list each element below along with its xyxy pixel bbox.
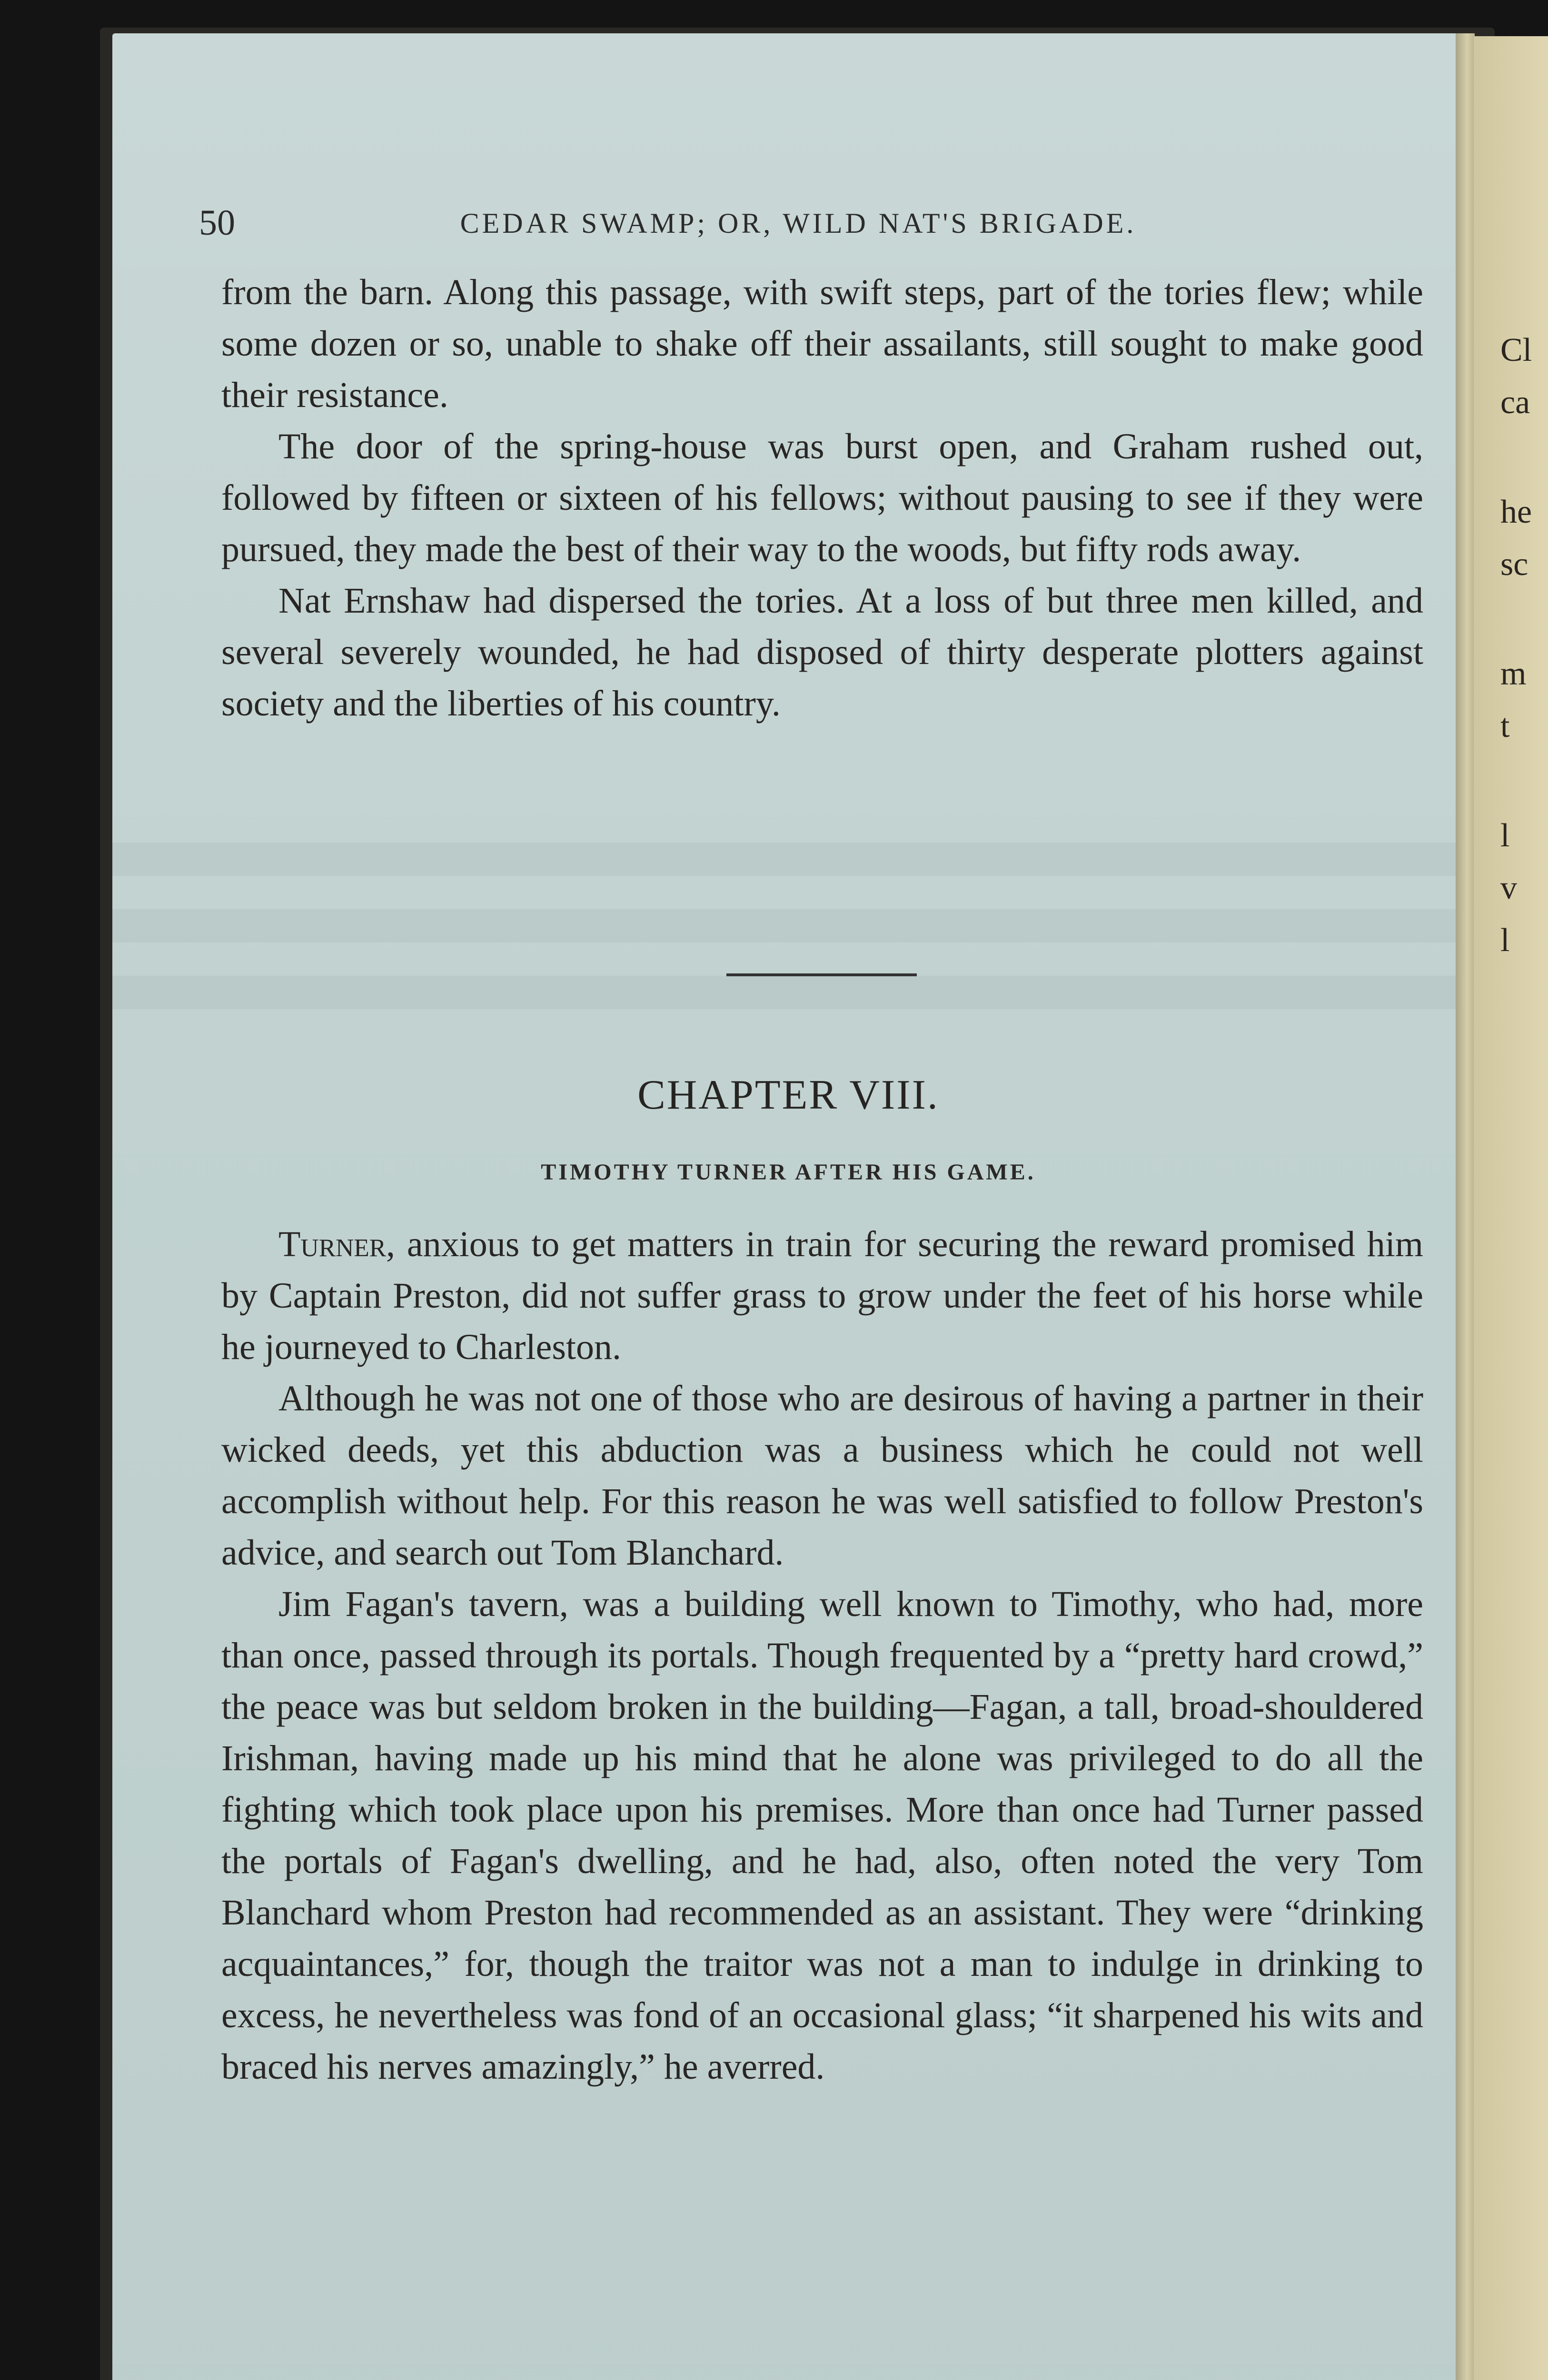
adjacent-page [1474, 36, 1548, 2380]
book-page [112, 33, 1464, 2380]
paragraph: from the barn. Along this passage, with swift steps, part of the tories flew; while some dozen or so, unable to shake off their assailants, still sought to make good their resistance. [221, 272, 1423, 415]
chapter-subtitle: TIMOTHY TURNER AFTER HIS GAME. [541, 1160, 1036, 1185]
bleed-through [112, 843, 1464, 876]
text-fragment: he [1500, 494, 1532, 530]
running-title: CEDAR SWAMP; OR, WILD NAT'S BRIGADE. [460, 208, 1137, 239]
bleed-through [112, 909, 1464, 942]
paragraph: Jim Fagan's tavern, was a building well known to Timothy, who had, more than once, passed through its portals. Though frequented by a “pretty hard crowd,” the peace was but seldom broken in the building—Fagan, a tall, broad-shouldered Irishman, having made up his mind that he alone was privileged to do all the fighting which took place upon his premises. More than once had Turner passed the portals of Fagan's dwelling, and he had, also, often noted the very Tom Blanchard whom Preston had recommended as an assistant. They were “drinking acquaintances,” for, though the traitor was not a man to indulge in drinking to excess, he nevertheless was fond of an occasional glass; “it sharpened his wits and braced his nerves amazingly,” he averred. [221, 1584, 1423, 2087]
page-number: 50 [199, 203, 235, 243]
paragraph: Nat Ernshaw had dispersed the tories. At a loss of but three men killed, and several severely wounded, he had disposed of thirty desperate plotters against society and the liberties of his country. [221, 581, 1423, 724]
text-fragment: l [1500, 922, 1510, 959]
paragraph-text: anxious to get matters in train for securing the reward promised him by Captain Preston, did not suffer grass to grow under the feet of his horse while he journeyed to Charleston. [221, 1224, 1423, 1367]
page-header [199, 202, 1398, 255]
chapter-title: CHAPTER VIII. [637, 1072, 939, 1118]
text-fragment: l [1500, 817, 1510, 854]
text-fragment: m [1500, 655, 1527, 692]
paragraph: The door of the spring-house was burst open, and Graham rushed out, followed by fifteen or sixteen of his fellows; without pausing to see if they were pursued, they made the best of their way to the woods, but fifty rods away. [221, 426, 1423, 569]
book-gutter [1456, 33, 1475, 2380]
section-divider [726, 973, 917, 976]
paragraph [221, 1219, 1423, 1373]
text-block-top [221, 267, 1423, 729]
text-fragment: t [1500, 708, 1510, 744]
text-fragment: ca [1500, 384, 1530, 421]
bleed-through [112, 976, 1464, 1009]
text-block-bottom [221, 1219, 1423, 2092]
paragraph: Although he was not one of those who are desirous of having a partner in their wicked deeds, yet this abduction was a business which he could not well accomplish without help. For this reason he was well satisfied to follow Preston's advice, and search out Tom Blanchard. [221, 1378, 1423, 1573]
text-fragment: v [1500, 870, 1517, 906]
lead-word: Turner, [278, 1224, 396, 1264]
text-fragment: sc [1500, 546, 1528, 583]
text-fragment: Cl [1500, 332, 1532, 368]
